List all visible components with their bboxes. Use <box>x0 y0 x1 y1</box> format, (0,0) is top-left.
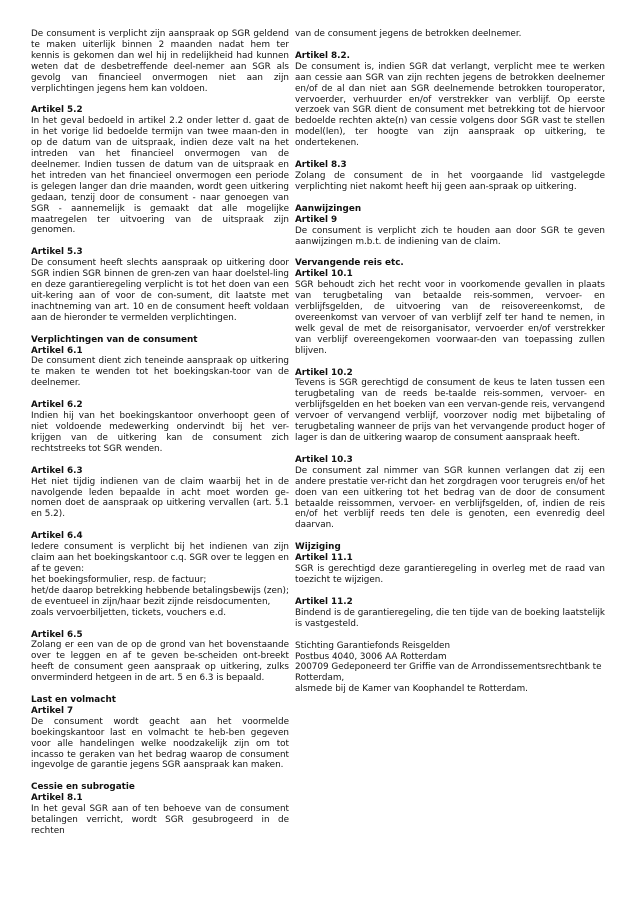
body-paragraph: De consument heeft slechts aanspraak op uitkering door SGR indien SGR binnen de gren-zen van haar doelstel-ling en deze garantieregeling verplicht is tot het doen van een uit-kering aan of voor de con-sument, dit laatste met inachtneming van art. 10 en de consument heeft voldaan aan de hieronder te vermelden verplichtingen. <box>31 258 289 323</box>
section-heading: Artikel 6.1 <box>31 345 83 356</box>
section-heading: Artikel 10.2 <box>295 367 353 378</box>
body-paragraph: SGR is gerechtigd deze garantieregeling in overleg met de raad van toezicht te wijzigen. <box>295 564 605 585</box>
section-heading: Artikel 8.3 <box>295 160 347 171</box>
section-block <box>295 641 605 696</box>
section-block <box>295 204 605 248</box>
section-block <box>295 51 605 149</box>
section-block <box>31 400 289 455</box>
section-heading: Artikel 6.4 <box>31 531 83 542</box>
section-block <box>31 782 289 837</box>
section-block <box>31 335 289 390</box>
section-heading: Artikel 6.5 <box>31 629 83 640</box>
body-paragraph: Tevens is SGR gerechtigd de consument de keus te laten tussen een terugbetaling van de reeds be-taalde reis-sommen, vervoer- en verblijfsgelden en het boeken van een vervan-gende reis, vervangend vervoer of vervangend verblijf, voorzover nodig met bijbetaling of terugbetaling wanneer de prijs van het vervangende product hoger of lager is dan de uitkering waarop de consument aanspraak heeft. <box>295 378 605 443</box>
section-block <box>295 542 605 586</box>
section-block <box>295 597 605 630</box>
body-paragraph: Bindend is de garantieregeling, die ten tijde van de boeking laatstelijk is vastgesteld. <box>295 607 605 629</box>
text-line: Postbus 4040, 3006 AA Rotterdam <box>295 651 447 662</box>
body-paragraph: De consument is verplicht zich te houden aan door SGR te geven aanwijzingen m.b.t. de indiening van de claim. <box>295 225 605 247</box>
text-line: alsmede bij de Kamer van Koophandel te Rotterdam. <box>295 684 528 695</box>
section-heading: Verplichtingen van de consument <box>31 334 198 345</box>
section-heading: Artikel 7 <box>31 705 74 716</box>
body-paragraph: SGR behoudt zich het recht voor in voorkomende gevallen in plaats van terugbetaling van betaalde reis-sommen, vervoer- en verblijfsgelden, de uitvoering van de reisovereenkomst, de overeenkomst van vervoer of van verblijf zelf ter hand te nemen, in welk geval de met de reisorganisator, vervoerder en/of verstrekker van verblijf overeengekomen voorwaar-den van toepassing zullen blijven. <box>295 280 605 356</box>
body-paragraph: De consument zal nimmer van SGR kunnen verlangen dat zij een andere prestatie ver-richt dan het zorgdragen voor terugreis en/of het doen van een uitkering tot het bedrag van de door de consument betaalde reissommen, vervoer- en verblijfsgelden, of, indien de reis en/of het verblijf reeds ten dele is genoten, een evenredig deel daarvan. <box>295 465 605 531</box>
section-heading: Artikel 5.2 <box>31 105 83 116</box>
section-block <box>31 466 289 521</box>
section-heading: Artikel 8.2. <box>295 50 350 61</box>
section-block <box>31 630 289 685</box>
section-block <box>31 29 289 94</box>
text-line: het/de daarop betrekking hebbende betalingsbewijs (zen); <box>31 585 289 596</box>
left-column <box>31 29 289 848</box>
section-block <box>295 29 605 40</box>
body-paragraph: De consument wordt geacht aan het voormelde boekingskantoor last en volmacht te heb-ben gegeven voor alle handelingen welke noodzakelijk zijn om tot incasso te geraken van het bedrag waarop de consument ingevolge de garantie jegens SGR aanspraak kan maken. <box>31 716 289 771</box>
text-line: 200709 Gedeponeerd ter Griffie van de Arrondissementsrechtbank te Rotterdam, <box>295 662 602 684</box>
section-block <box>295 455 605 531</box>
section-block <box>295 160 605 193</box>
section-heading: Artikel 10.1 <box>295 269 353 280</box>
body-paragraph: Zolang er een van de op de grond van het bovenstaande over te leggen en af te geven be-scheiden ont-breekt heeft de consument geen aanspraak op uitkering, zulks onverminderd hetgeen in de art. 5 en 6.3 is bepaald. <box>31 640 289 684</box>
text-line: de eventueel in zijn/haar bezit zijnde reisdocumenten, zoals vervoerbiljetten, tickets, vouchers e.d. <box>31 596 271 618</box>
body-paragraph: In het geval SGR aan of ten behoeve van de consument betalingen verricht, wordt SGR gesubrogeerd in de rechten <box>31 804 289 836</box>
section-heading: Artikel 11.2 <box>295 596 353 607</box>
section-heading: Artikel 9 <box>295 214 338 225</box>
body-paragraph: van de consument jegens de betrokken deelnemer. <box>295 29 522 39</box>
section-block <box>31 695 289 771</box>
body-paragraph: Zolang de consument de in het voorgaande lid vastgelegde verplichting niet nakomt heeft hij geen aan-spraak op uitkering. <box>295 170 605 192</box>
section-heading: Aanwijzingen <box>295 203 362 214</box>
section-heading: Artikel 10.3 <box>295 454 353 465</box>
section-heading: Artikel 8.1 <box>31 793 83 804</box>
section-heading: Last en volmacht <box>31 695 116 706</box>
body-paragraph: De consument is verplicht zijn aanspraak op SGR geldend te maken uiterlijk binnen 2 maanden nadat hem ter kennis is gekomen dan wel hij in redelijkheid had kunnen weten dat de desbetreffende deel-nemer aan SGR als gevolg van financieel onvermogen niet aan zijn verplichtingen jegens hem kan voldoen. <box>31 29 289 94</box>
section-heading: Artikel 11.1 <box>295 553 353 564</box>
section-heading: Wijziging <box>295 542 341 553</box>
section-heading: Vervangende reis etc. <box>295 258 404 269</box>
body-paragraph: De consument is, indien SGR dat verlangt, verplicht mee te werken aan cessie aan SGR van zijn rechten jegens de betrokken deelnemer en/of de al dan niet aan SGR deelnemende betrokken touroperator, vervoerder, verhuurder en/of verstrekker van verblijf. Op eerste verzoek van SGR dient de consument met betrekking tot de hiervoor bedoelde rechten akte(n) van cessie volgens door SGR vast te stellen model(len), ter hoogte van zijn aanspraak op uitkering, te ondertekenen. <box>295 61 605 149</box>
section-block <box>31 105 289 236</box>
section-heading: Cessie en subrogatie <box>31 782 135 793</box>
right-column <box>295 29 605 706</box>
section-block <box>295 258 605 356</box>
body-paragraph: Iedere consument is verplicht bij het indienen van zijn claim aan het boekingskantoor c.q. SGR over te leggen en af te geven: <box>31 542 289 574</box>
section-heading: Artikel 6.2 <box>31 400 83 411</box>
section-block <box>31 531 289 618</box>
body-paragraph: In het geval bedoeld in artikel 2.2 onder letter d. gaat de in het vorige lid bedoelde termijn van twee maan-den in op de datum van de uitspraak, indien deze valt na het intreden van het financieel onvermogen van de deelnemer. Indien tussen de datum van de uitspraak en het intreden van het financieel onvermogen een periode is gelegen langer dan drie maanden, wordt geen uitkering gedaan, tenzij door de consument - naar genoegen van SGR - aannemelijk is gemaakt dat alle mogelijke maatregelen ter uitvoering van de uitspraak zijn genomen. <box>31 116 289 236</box>
section-block <box>295 368 605 444</box>
body-paragraph: Indien hij van het boekingskantoor onverhoopt geen of niet voldoende medewerking ondervindt bij het ver-krijgen van de uitkering kan de consument zich rechtstreeks tot SGR wenden. <box>31 411 289 454</box>
section-block <box>31 247 289 323</box>
text-line: Stichting Garantiefonds Reisgelden <box>295 640 451 651</box>
section-heading: Artikel 6.3 <box>31 465 83 476</box>
text-line: het boekingsformulier, resp. de factuur; <box>31 574 207 585</box>
body-paragraph: Het niet tijdig indienen van de claim waarbij het in de navolgende leden bepaalde in acht moet worden ge-nomen doet de aanspraak op uitkering vervallen (art. 5.1 en 5.2). <box>31 476 289 520</box>
body-paragraph: De consument dient zich teneinde aanspraak op uitkering te maken te wenden tot het boekingskan-toor van de deelnemer. <box>31 356 289 389</box>
section-heading: Artikel 5.3 <box>31 247 83 258</box>
